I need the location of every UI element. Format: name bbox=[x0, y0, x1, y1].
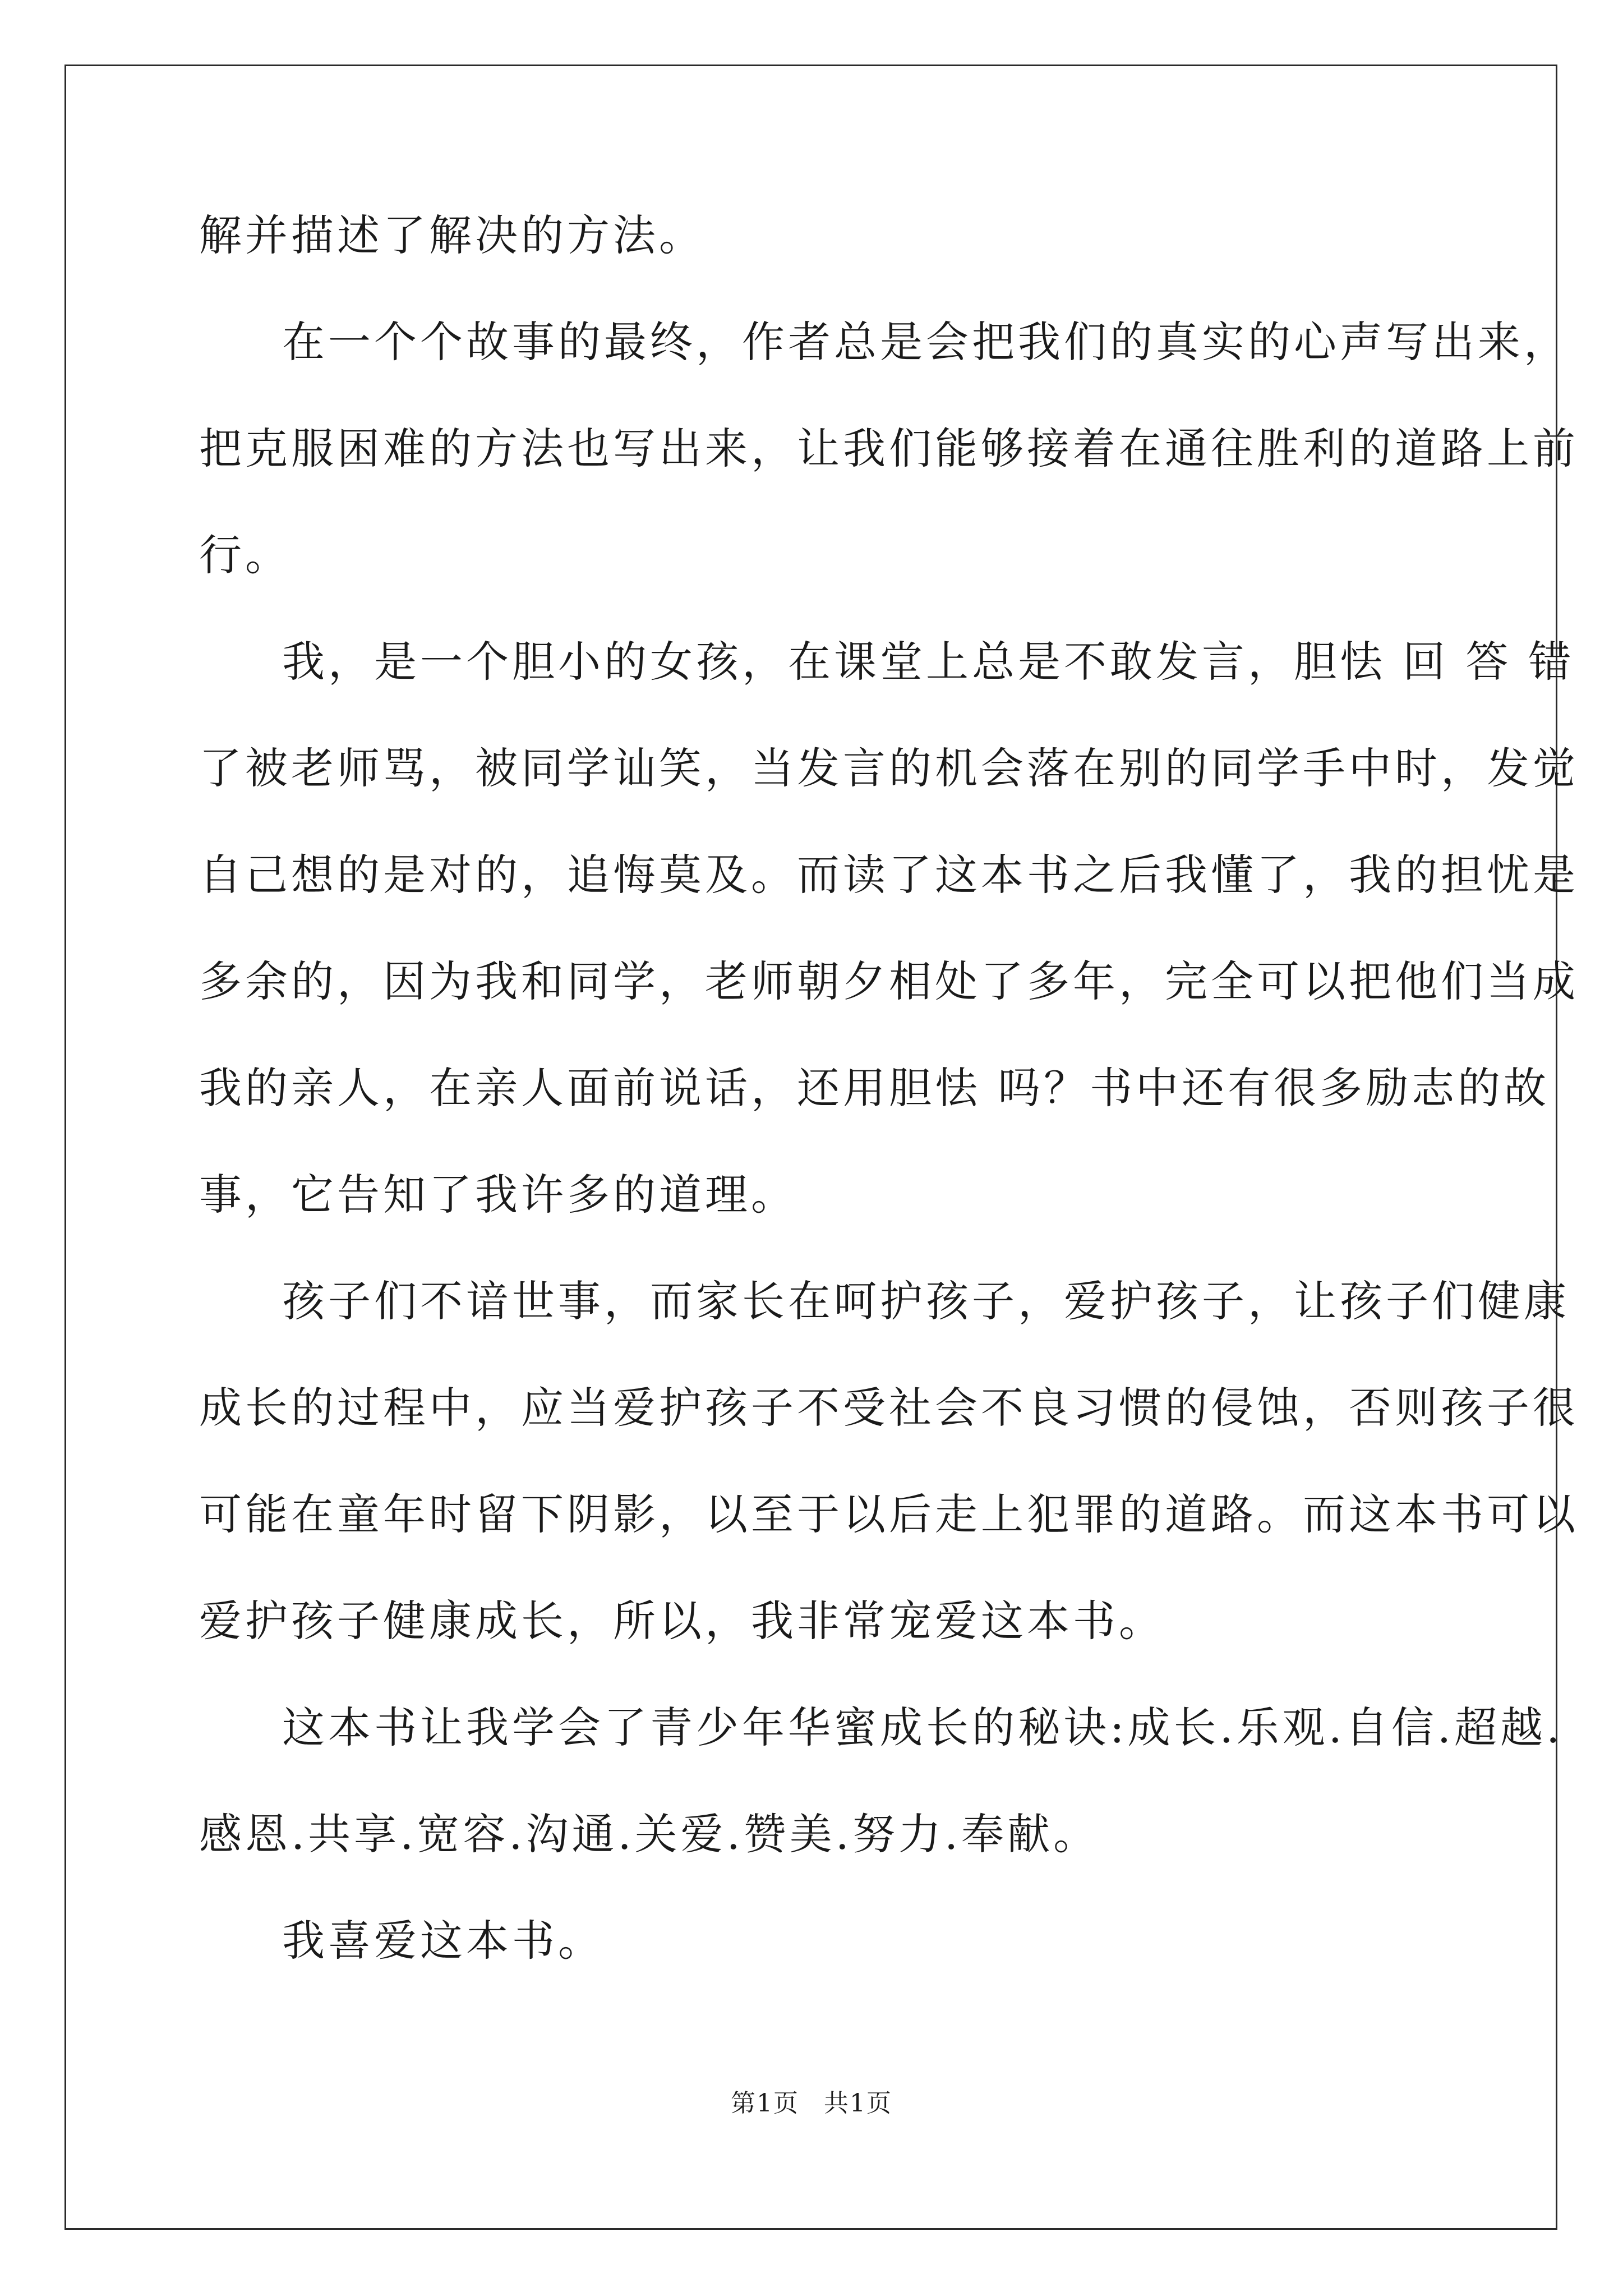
paragraph-start-line: 我，是一个胆小的女孩，在课堂上总是不敢发言，胆怯 回 答 错 bbox=[282, 637, 1575, 687]
text-line: 了被老师骂，被同学讪笑，当发言的机会落在别的同学手中时，发觉 bbox=[199, 743, 1579, 793]
paragraph-start-line: 这本书让我学会了青少年华蜜成长的秘诀:成长.乐观.自信.超越. bbox=[282, 1703, 1564, 1752]
text-line: 可能在童年时留下阴影，以至于以后走上犯罪的道路。而这本书可以 bbox=[199, 1489, 1579, 1539]
text-line: 我的亲人，在亲人面前说话，还用胆怯 吗？书中还有很多励志的故 bbox=[199, 1063, 1550, 1113]
text-line: 成长的过程中，应当爱护孩子不受社会不良习惯的侵蚀，否则孩子很 bbox=[199, 1383, 1579, 1433]
text-line: 多余的，因为我和同学，老师朝夕相处了多年，完全可以把他们当成 bbox=[199, 956, 1579, 1006]
text-line: 事，它告知了我许多的道理。 bbox=[199, 1170, 797, 1220]
page-footer bbox=[0, 2087, 1623, 2120]
page-number-current: 第1页 bbox=[731, 2089, 799, 2118]
paragraph-start-line: 孩子们不谙世事，而家长在呵护孩子，爱护孩子，让孩子们健康 bbox=[282, 1276, 1570, 1326]
paragraph-start-line: 我喜爱这本书。 bbox=[282, 1916, 604, 1966]
text-line: 爱护孩子健康成长，所以，我非常宠爱这本书。 bbox=[199, 1596, 1165, 1646]
text-line: 感恩.共享.宽容.沟通.关爱.赞美.努力.奉献。 bbox=[199, 1809, 1100, 1859]
text-line: 自己想的是对的，追悔莫及。而读了这本书之后我懂了，我的担忧是 bbox=[199, 850, 1579, 900]
paragraph-start-line: 在一个个故事的最终，作者总是会把我们的真实的心声写出来， bbox=[282, 317, 1570, 367]
text-line: 行。 bbox=[199, 530, 291, 580]
text-line: 解并描述了解决的方法。 bbox=[199, 210, 705, 260]
page-number-total: 共1页 bbox=[824, 2089, 892, 2118]
text-line: 把克服困难的方法也写出来，让我们能够接着在通往胜利的道路上前 bbox=[199, 424, 1579, 473]
